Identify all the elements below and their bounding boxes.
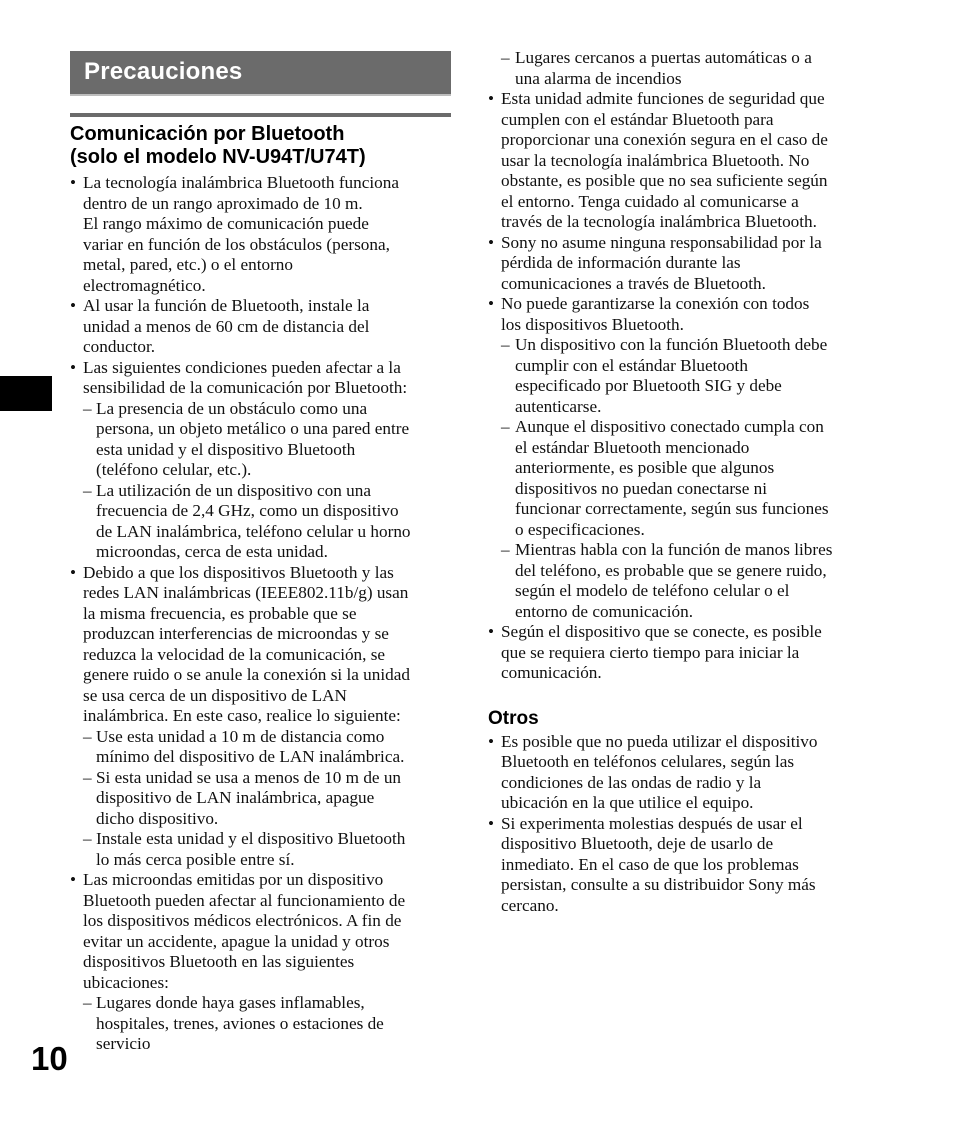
text-line: persona, un objeto metálico o una pared entre bbox=[96, 419, 410, 438]
bullet-item bbox=[488, 89, 873, 233]
dash-subitem bbox=[70, 727, 455, 768]
dash-subitem bbox=[70, 993, 455, 1055]
section-title: Precauciones bbox=[84, 58, 243, 85]
right-precautions-list bbox=[488, 48, 873, 684]
text-line: produzcan interferencias de microondas y se bbox=[83, 624, 389, 643]
text-line: del teléfono, es probable que se genere ruido, bbox=[515, 560, 827, 580]
text-line: condiciones de las ondas de radio y la bbox=[501, 772, 762, 792]
text-line: dentro de un rango aproximado de 10 m. bbox=[83, 193, 363, 213]
dash-subitem bbox=[488, 540, 873, 622]
bullet-item bbox=[488, 622, 873, 684]
section-tab-marker bbox=[0, 376, 52, 411]
text-line: inmediato. En el caso de que los problemas bbox=[501, 854, 799, 874]
text-line: • Debido a que los dispositivos Bluetooth y las bbox=[83, 562, 394, 582]
text-line: los dispositivos Bluetooth. bbox=[501, 314, 684, 334]
text-line: • Las microondas emitidas por un dispositivo bbox=[83, 870, 384, 889]
text-line: dicho dispositivo. bbox=[96, 808, 219, 828]
text-line: – Si esta unidad se usa a menos de 10 m de un bbox=[96, 767, 402, 787]
text-line: – La presencia de un obstáculo como una bbox=[96, 398, 368, 418]
text-line: de LAN inalámbrica, teléfono celular u horno bbox=[96, 521, 411, 541]
text-line: la misma frecuencia, es probable que se bbox=[83, 603, 357, 623]
text-line: El rango máximo de comunicación puede bbox=[83, 214, 369, 233]
text-line: • Es posible que no pueda utilizar el dispositivo bbox=[501, 731, 818, 751]
text-line: • Sony no asume ninguna responsabilidad por la bbox=[501, 232, 822, 252]
text-line: • No puede garantizarse la conexión con todos bbox=[501, 294, 810, 313]
text-line: • Las siguientes condiciones pueden afectar a la bbox=[83, 357, 401, 377]
text-line: • Según el dispositivo que se conecte, es posible bbox=[501, 622, 822, 641]
dash-subitem bbox=[488, 48, 873, 89]
text-line: según el modelo de teléfono celular o el bbox=[515, 581, 790, 600]
text-line: se usa cerca de un dispositivo de LAN bbox=[83, 685, 347, 705]
dash-subitem bbox=[70, 829, 455, 870]
dash-subitem bbox=[70, 481, 455, 563]
text-line: servicio bbox=[96, 1034, 151, 1053]
text-line: ubicación en la que utilice el equipo. bbox=[501, 793, 754, 812]
others-heading: Otros bbox=[488, 707, 539, 729]
text-line: – Use esta unidad a 10 m de distancia como bbox=[96, 726, 385, 746]
text-line: obstante, es posible que no sea suficiente según bbox=[501, 171, 828, 190]
text-line: – Lugares cercanos a puertas automáticas o a bbox=[515, 48, 812, 67]
text-line: dispositivo Bluetooth, deje de usarlo de bbox=[501, 834, 774, 853]
text-line: redes LAN inalámbricas (IEEE802.11b/g) usan bbox=[83, 583, 409, 602]
bluetooth-heading-line1: Comunicación por Bluetooth bbox=[70, 123, 345, 145]
text-line: especificado por Bluetooth SIG y debe bbox=[515, 376, 782, 395]
text-line: dispositivos Bluetooth en las siguientes bbox=[83, 952, 355, 971]
text-line: variar en función de los obstáculos (persona, bbox=[83, 234, 390, 254]
text-line: comunicación. bbox=[501, 663, 602, 682]
text-line: electromagnético. bbox=[83, 275, 206, 295]
text-line: • La tecnología inalámbrica Bluetooth funciona bbox=[83, 173, 399, 192]
text-line: • Si experimenta molestias después de usar el bbox=[501, 813, 803, 833]
text-line: autenticarse. bbox=[515, 396, 602, 416]
text-line: dispositivos no puedan conectarse ni bbox=[515, 478, 768, 498]
text-line: • Al usar la función de Bluetooth, instale la bbox=[83, 296, 370, 315]
text-line: metal, pared, etc.) o el entorno bbox=[83, 255, 293, 274]
bullet-item bbox=[488, 233, 873, 295]
text-line: – Aunque el dispositivo conectado cumpla con bbox=[515, 417, 824, 436]
text-line: persistan, consulte a su distribuidor Sony más bbox=[501, 875, 816, 894]
dash-subitem bbox=[488, 335, 873, 417]
text-line: ubicaciones: bbox=[83, 972, 169, 992]
text-line: genere ruido o se anule la conexión si la unidad bbox=[83, 665, 410, 684]
bullet-item bbox=[70, 173, 455, 296]
heading-rule bbox=[70, 113, 451, 117]
bluetooth-heading-line2: (solo el modelo NV-U94T/U74T) bbox=[70, 146, 366, 168]
text-line: entorno de comunicación. bbox=[515, 601, 694, 621]
text-line: – Un dispositivo con la función Bluetooth debe bbox=[515, 335, 828, 354]
text-line: microondas, cerca de esta unidad. bbox=[96, 542, 328, 561]
text-line: reduzca la velocidad de la comunicación, se bbox=[83, 644, 386, 664]
text-line: frecuencia de 2,4 GHz, como un dispositivo bbox=[96, 501, 399, 520]
others-list bbox=[488, 732, 873, 917]
text-line: cumplir con el estándar Bluetooth bbox=[515, 355, 748, 375]
text-line: través de la tecnología inalámbrica Bluetooth. bbox=[501, 212, 817, 231]
text-line: mínimo del dispositivo de LAN inalámbrica. bbox=[96, 747, 405, 766]
text-line: – La utilización de un dispositivo con una bbox=[96, 480, 371, 500]
text-line: o especificaciones. bbox=[515, 519, 645, 539]
text-line: Bluetooth en teléfonos celulares, según las bbox=[501, 752, 795, 771]
right-column bbox=[488, 48, 873, 916]
text-line: conductor. bbox=[83, 337, 156, 356]
text-line: – Instale esta unidad y el dispositivo Bluetooth bbox=[96, 829, 406, 848]
text-line: proporcionar una conexión segura en el caso de bbox=[501, 130, 828, 149]
bullet-item bbox=[70, 563, 455, 727]
bullet-item bbox=[488, 732, 873, 814]
dash-subitem bbox=[70, 768, 455, 830]
text-line: unidad a menos de 60 cm de distancia del bbox=[83, 316, 370, 336]
page-number: 10 bbox=[31, 1040, 68, 1077]
text-line: funcionar correctamente, según sus funciones bbox=[515, 499, 829, 518]
text-line: – Mientras habla con la función de manos libres bbox=[515, 540, 833, 559]
text-line: los dispositivos médicos electrónicos. A fin de bbox=[83, 911, 402, 930]
text-line: inalámbrica. En este caso, realice lo siguiente: bbox=[83, 706, 401, 725]
text-line: evitar un accidente, apague la unidad y otros bbox=[83, 931, 390, 951]
text-line: pérdida de información durante las bbox=[501, 253, 741, 272]
text-line: anteriormente, es posible que algunos bbox=[515, 458, 775, 477]
text-line: que se requiera cierto tiempo para iniciar la bbox=[501, 642, 800, 662]
text-line: cercano. bbox=[501, 895, 559, 915]
text-line: • Esta unidad admite funciones de seguridad que bbox=[501, 89, 825, 108]
text-line: esta unidad y el dispositivo Bluetooth bbox=[96, 439, 356, 459]
dash-subitem bbox=[70, 399, 455, 481]
text-line: – Lugares donde haya gases inflamables, bbox=[96, 993, 365, 1012]
text-line: Bluetooth pueden afectar al funcionamiento de bbox=[83, 890, 406, 910]
bullet-item bbox=[70, 358, 455, 399]
left-precautions-list bbox=[70, 173, 455, 1055]
text-line: usar la tecnología inalámbrica Bluetooth. No bbox=[501, 150, 810, 170]
text-line: (teléfono celular, etc.). bbox=[96, 460, 252, 479]
left-column bbox=[70, 173, 455, 1055]
text-line: dispositivo de LAN inalámbrica, apague bbox=[96, 788, 375, 807]
text-line: hospitales, trenes, aviones o estaciones de bbox=[96, 1013, 384, 1033]
bullet-item bbox=[488, 294, 873, 335]
text-line: cumplen con el estándar Bluetooth para bbox=[501, 109, 774, 129]
text-line: el estándar Bluetooth mencionado bbox=[515, 437, 750, 457]
dash-subitem bbox=[488, 417, 873, 540]
text-line: sensibilidad de la comunicación por Bluetooth: bbox=[83, 378, 408, 397]
text-line: una alarma de incendios bbox=[515, 68, 682, 88]
bullet-item bbox=[488, 814, 873, 917]
bullet-item bbox=[70, 296, 455, 358]
text-line: lo más cerca posible entre sí. bbox=[96, 849, 295, 869]
text-line: comunicaciones a través de Bluetooth. bbox=[501, 273, 766, 293]
bluetooth-heading bbox=[70, 123, 460, 169]
text-line: el entorno. Tenga cuidado al comunicarse a bbox=[501, 191, 799, 211]
bullet-item bbox=[70, 870, 455, 993]
section-title-bar bbox=[70, 51, 451, 96]
